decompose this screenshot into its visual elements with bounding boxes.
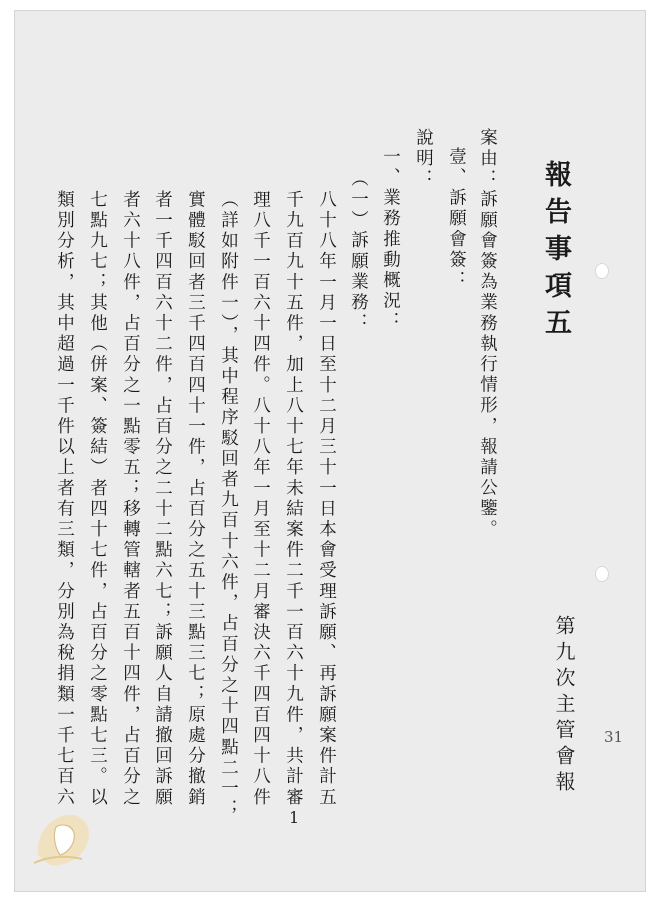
punch-hole — [595, 263, 609, 279]
body-text-column: 者一千四百六十二件，占百分之二十二點六七；訴願人自請撤回訴願 — [152, 190, 173, 808]
text-column-case: 案由：訴願會簽為業務執行情形，報請公鑒。 — [477, 128, 498, 540]
body-text-column: 八十八年一月一日至十二月三十一日本會受理訴願、再訴願案件計五 — [316, 190, 337, 808]
document-title: 報告事項五 — [540, 160, 571, 345]
body-text-column: 實體駁回者三千四百四十一件，占百分之五十三點三七；原處分撤銷 — [185, 190, 206, 808]
punch-hole — [595, 566, 609, 582]
body-text-column: 千九百九十五件，加上八十七年未結案件二千一百六十九件，共計審 — [283, 190, 304, 808]
body-text-column: （詳如附件一），其中程序駁回者九百十六件，占百分之十四點二一； — [218, 190, 239, 820]
meeting-name: 第九次主管會報 — [552, 615, 576, 797]
body-text-column: 七點九七；其他（併案、簽結）者四十七件，占百分之零點七三。以 — [87, 190, 108, 808]
body-text-column: 者六十八件，占百分之一點零五；移轉管轄者五百十四件，占百分之 — [120, 190, 141, 808]
body-text-column: 類別分析，其中超過一千件以上者有三類，分別為稅捐類一千七百六 — [54, 190, 75, 808]
text-column-heading-2: 一、業務推動概況： — [380, 147, 401, 333]
text-column-heading-3: （一）訴願業務： — [348, 169, 369, 334]
watermark-logo-icon — [26, 805, 106, 875]
body-text-column: 理八千一百六十四件。八十八年一月至十二月審決六千四百四十八件 — [250, 190, 271, 808]
text-column-heading-1: 壹、訴願會簽： — [446, 147, 467, 292]
text-column-explanation: 說明： — [413, 128, 434, 190]
page-number-right: 31 — [604, 728, 624, 746]
page-number-bottom: 1 — [289, 808, 300, 827]
